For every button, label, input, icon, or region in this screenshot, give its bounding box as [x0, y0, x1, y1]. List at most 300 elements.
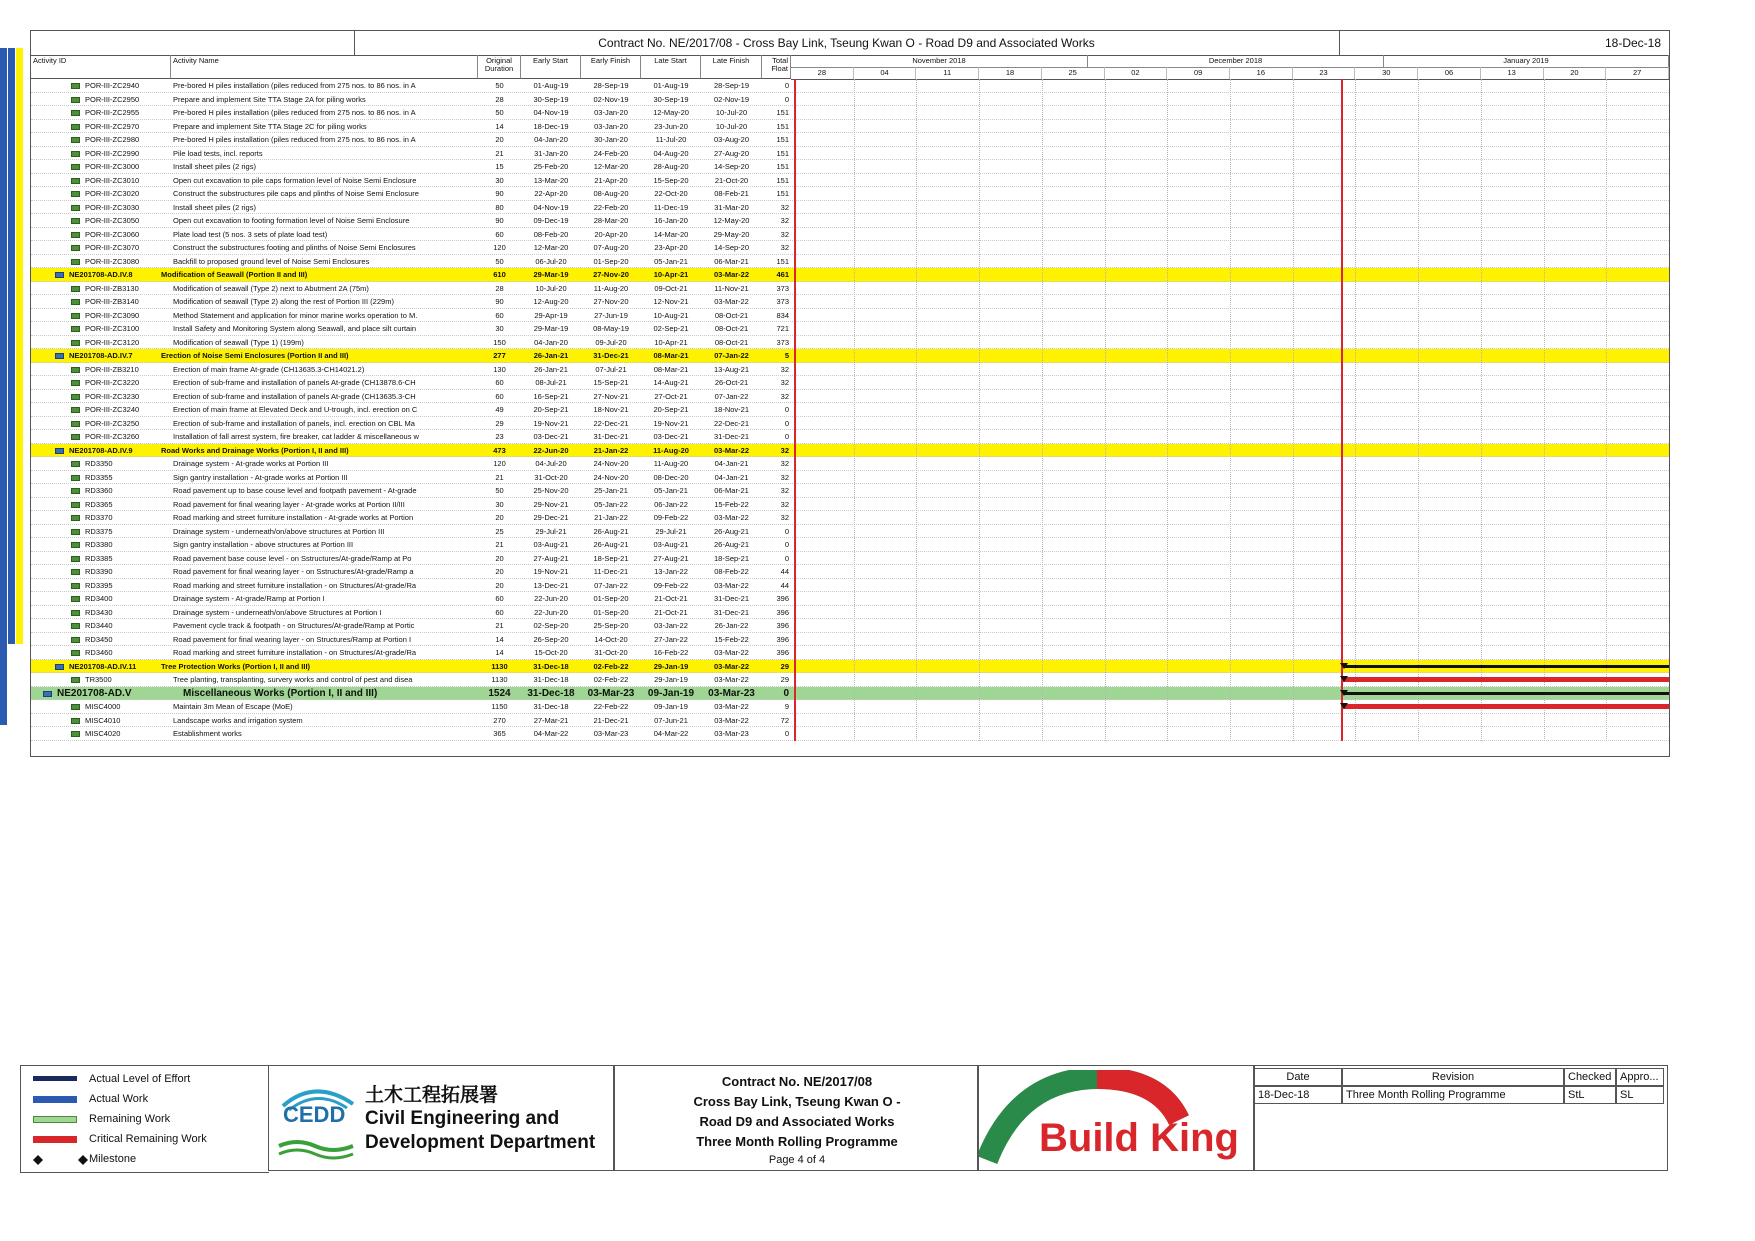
cell-tf: 32: [780, 216, 789, 225]
cell-tf: 32: [780, 486, 789, 495]
cedd-name-line2: Development Department: [365, 1132, 596, 1153]
col-early-finish: Early Finish: [581, 55, 641, 79]
contractor-name: Build King: [1039, 1116, 1239, 1160]
cell-ef: 20-Apr-20: [594, 229, 628, 239]
cell-ls: 11-Jul-20: [655, 135, 687, 144]
cell-ef: 27-Nov-21: [593, 391, 629, 401]
cell-ef: 03-Jan-20: [594, 108, 628, 117]
cell-ef: 01-Sep-20: [593, 594, 629, 603]
cell-ls: 19-Nov-21: [653, 418, 689, 428]
cell-id: POR-III-ZC2970: [85, 121, 140, 131]
activity-icon: [71, 434, 80, 440]
cell-name: Modification of Seawall (Portion II and III): [161, 270, 308, 279]
cell-name: Drainage system - At-grade/Ramp at Portion I: [173, 594, 325, 603]
activity-icon: [71, 556, 80, 562]
cell-lf: 07-Jan-22: [714, 351, 749, 360]
cell-lf: 03-Mar-22: [714, 648, 749, 657]
cell-tf: 461: [776, 270, 789, 279]
bar-start-marker-icon: [1340, 703, 1348, 709]
cell-ls: 13-Jan-22: [654, 567, 688, 576]
cell-lf: 18-Sep-21: [713, 553, 750, 563]
rev-approved: SL: [1616, 1086, 1664, 1104]
cell-es: 31-Dec-18: [533, 675, 569, 684]
cell-ls: 08-Dec-20: [653, 472, 689, 482]
cell-ls: 29-Jan-19: [653, 661, 689, 671]
cell-name: Road pavement up to base couse level and footpath pavement - At-grade: [173, 486, 417, 495]
activity-icon: [71, 502, 80, 508]
cell-dur: 21: [495, 540, 504, 549]
cell-ef: 21-Apr-20: [594, 175, 628, 185]
week-label: 04: [854, 67, 917, 79]
contract-title: Contract No. NE/2017/08 - Cross Bay Link, Tseung Kwan O - Road D9 and Associated Works: [354, 31, 1340, 55]
cell-ef: 24-Nov-20: [593, 459, 629, 468]
cell-tf: 32: [780, 513, 789, 522]
week-label: 02: [1105, 67, 1168, 79]
cell-es: 29-Mar-19: [533, 270, 569, 279]
cell-name: Road pavement for final wearing layer - At-grade works at Portion II/III: [173, 499, 405, 509]
cell-ef: 27-Nov-20: [593, 297, 629, 306]
cell-lf: 27-Aug-20: [713, 148, 750, 158]
cell-lf: 03-Mar-22: [714, 702, 749, 711]
month-label: January 2019: [1384, 55, 1669, 67]
cell-id: RD3360: [85, 486, 113, 495]
cell-es: 04-Jul-20: [535, 459, 567, 468]
cell-id: POR-III-ZB3130: [85, 283, 139, 293]
activity-icon: [71, 488, 80, 494]
cell-dur: 1150: [491, 702, 508, 711]
cell-ls: 15-Sep-20: [653, 175, 689, 185]
activity-icon: [71, 650, 80, 656]
cell-es: 22-Jun-20: [533, 445, 569, 455]
critical-activity-bar[interactable]: [1343, 677, 1669, 682]
cell-lf: 07-Jan-22: [714, 391, 749, 401]
cell-ef: 07-Aug-20: [593, 243, 629, 252]
cell-ef: 02-Feb-22: [593, 675, 629, 684]
cell-ls: 14-Mar-20: [653, 229, 689, 239]
cell-name: Road marking and street furniture installation - on Structures/At-grade/Ra: [173, 648, 417, 657]
cell-ef: 21-Jan-22: [593, 445, 629, 455]
schedule-frame: [30, 30, 1670, 757]
cell-dur: 1130: [491, 661, 508, 671]
cell-ls: 29-Jul-21: [655, 526, 687, 536]
cell-lf: 28-Sep-19: [713, 81, 750, 90]
cell-tf: 721: [776, 324, 789, 333]
bar-start-marker-icon: [1340, 676, 1348, 682]
cell-lf: 03-Aug-20: [713, 135, 750, 144]
cell-name: Erection of sub-frame and installation of panels, incl. erection on CBL Ma: [173, 418, 415, 428]
cell-dur: 277: [493, 351, 506, 360]
week-label: 23: [1293, 67, 1356, 79]
cell-tf: 151: [776, 189, 789, 198]
col-original-duration: Original Duration: [478, 55, 521, 79]
cell-dur: 90: [495, 216, 504, 225]
cell-ef: 09-Jul-20: [595, 337, 627, 347]
cell-lf: 03-Mar-23: [714, 729, 749, 738]
cell-dur: 30: [495, 324, 504, 333]
gantt-chart-area: [791, 79, 1669, 756]
cell-dur: 90: [495, 189, 504, 198]
cell-id: POR-III-ZC3080: [85, 256, 140, 266]
cell-dur: 20: [495, 513, 504, 522]
week-gridline: [854, 79, 855, 741]
cell-tf: 151: [776, 108, 789, 117]
summary-bar[interactable]: [1343, 692, 1669, 695]
cell-ef: 03-Mar-23: [593, 729, 629, 738]
cell-id: POR-III-ZC3050: [85, 216, 140, 225]
cell-dur: 21: [495, 148, 504, 158]
cell-ef: 08-May-19: [593, 324, 629, 333]
cell-ls: 08-Mar-21: [653, 364, 689, 374]
rev-description: Three Month Rolling Programme: [1342, 1086, 1564, 1104]
cell-id: RD3440: [85, 621, 113, 630]
cell-ef: 01-Sep-20: [593, 607, 629, 617]
cell-lf: 03-Mar-22: [714, 715, 749, 725]
cell-name: Sign gantry installation - above structures at Portion III: [173, 540, 354, 549]
cell-tf: 32: [780, 229, 789, 239]
cell-dur: 20: [495, 567, 504, 576]
cell-ef: 11-Dec-21: [593, 567, 629, 576]
cell-dur: 50: [495, 81, 504, 90]
cell-es: 01-Aug-19: [533, 81, 569, 90]
cell-tf: 0: [783, 687, 789, 699]
activity-icon: [71, 286, 80, 292]
rev-checked: StL: [1564, 1086, 1616, 1104]
cell-name: Road pavement for final wearing layer - on Structures/Ramp at Portion I: [173, 634, 412, 644]
cell-name: Prepare and implement Site TTA Stage 2C for piling works: [173, 121, 367, 131]
cell-es: 16-Sep-21: [533, 391, 569, 401]
title-left-blank: [31, 31, 355, 55]
week-label: 20: [1544, 67, 1607, 79]
cell-id: POR-III-ZC3120: [85, 337, 140, 347]
cell-name: Construct the substructures pile caps and plinths of Noise Semi Enclosure: [173, 189, 419, 198]
week-label: 09: [1167, 67, 1230, 79]
cell-ef: 18-Sep-21: [593, 553, 629, 563]
cell-name: Road marking and street furniture installation - on Structures/At-grade/Ra: [173, 580, 417, 590]
week-label: 16: [1230, 67, 1293, 79]
cell-name: Install sheet piles (2 rigs): [173, 202, 256, 212]
cell-tf: 32: [780, 472, 789, 482]
cell-es: 25-Feb-20: [533, 162, 569, 171]
cell-ef: 22-Feb-22: [593, 702, 629, 711]
cell-dur: 60: [495, 229, 504, 239]
cell-id: POR-III-ZC3230: [85, 391, 140, 401]
cell-es: 26-Jan-21: [533, 351, 569, 360]
activity-icon: [71, 515, 80, 521]
wbs-folder-icon: [55, 664, 64, 670]
cell-id: POR-III-ZC3060: [85, 229, 140, 239]
cell-ef: 03-Jan-20: [594, 121, 628, 131]
cell-ls: 01-Aug-19: [653, 81, 689, 90]
cell-es: 19-Nov-21: [533, 567, 569, 576]
cell-dur: 150: [493, 337, 506, 347]
cell-ls: 05-Jan-21: [654, 486, 688, 495]
cell-ls: 09-Feb-22: [653, 580, 689, 590]
week-gridline: [1481, 79, 1482, 741]
cell-dur: 23: [495, 432, 504, 441]
cell-ef: 14-Oct-20: [594, 634, 628, 644]
cell-tf: 32: [780, 243, 789, 252]
cell-dur: 130: [493, 364, 506, 374]
cell-lf: 31-Dec-21: [713, 607, 750, 617]
cell-dur: 21: [495, 621, 504, 630]
activity-icon: [71, 191, 80, 197]
cell-dur: 21: [495, 472, 504, 482]
cell-lf: 18-Nov-21: [713, 405, 750, 414]
wbs-level1-bar: [0, 48, 7, 725]
cell-ef: 31-Oct-20: [594, 648, 628, 657]
cell-name: Construct the substructures footing and plinths of Noise Semi Enclosures: [173, 243, 416, 252]
cell-lf: 06-Mar-21: [714, 256, 749, 266]
cell-name: Erection of main frame at Elevated Deck and U-trough, incl. erection on C: [173, 405, 418, 414]
cell-name: Plate load test (5 nos. 3 sets of plate load test): [173, 229, 328, 239]
cell-ls: 04-Aug-20: [653, 148, 689, 158]
week-gridline: [916, 79, 917, 741]
cell-id: NE201708-AD.IV.11: [69, 661, 137, 671]
cell-lf: 31-Mar-20: [714, 202, 749, 212]
footer-programme: Three Month Rolling Programme: [696, 1134, 898, 1149]
cell-id: RD3460: [85, 648, 113, 657]
cell-dur: 365: [493, 729, 506, 738]
legend-swatch-critical-work: [33, 1136, 77, 1143]
cell-id: NE201708-AD.IV.8: [69, 270, 133, 279]
cell-id: POR-III-ZC3260: [85, 432, 140, 441]
cedd-name-line1: Civil Engineering and: [365, 1108, 560, 1129]
cell-id: POR-III-ZC2990: [85, 148, 140, 158]
activity-icon: [71, 151, 80, 157]
week-label: 27: [1606, 67, 1669, 79]
cell-lf: 03-Mar-23: [708, 687, 755, 699]
cell-tf: 373: [776, 337, 789, 347]
rev-date: 18-Dec-18: [1254, 1086, 1342, 1104]
cell-lf: 08-Oct-21: [714, 324, 749, 333]
contractor-logo-block: [978, 1065, 1254, 1171]
cell-dur: 15: [495, 162, 504, 171]
week-label: 18: [979, 67, 1042, 79]
cell-tf: 396: [776, 634, 789, 644]
cell-es: 12-Mar-20: [533, 243, 569, 252]
cell-dur: 14: [495, 121, 504, 131]
cell-name: Maintain 3m Mean of Escape (MoE): [173, 702, 293, 711]
cell-dur: 30: [495, 499, 504, 509]
activity-icon: [71, 299, 80, 305]
cell-tf: 396: [776, 607, 789, 617]
cell-dur: 1130: [491, 675, 508, 684]
cell-ef: 28-Mar-20: [593, 216, 629, 225]
cell-dur: 60: [495, 594, 504, 603]
cell-dur: 20: [495, 135, 504, 144]
cell-id: POR-III-ZC3240: [85, 405, 140, 414]
cell-tf: 29: [780, 675, 789, 684]
activity-icon: [71, 637, 80, 643]
cell-id: NE201708-AD.IV.9: [69, 445, 133, 455]
cell-name: Open cut excavation to footing formation level of Noise Semi Enclosure: [173, 216, 410, 225]
cell-ef: 02-Nov-19: [593, 94, 629, 104]
week-gridline: [1355, 79, 1356, 741]
cell-id: MISC4000: [85, 702, 121, 711]
cell-ls: 03-Dec-21: [653, 432, 689, 441]
col-activity-id: Activity ID: [31, 55, 171, 79]
cell-ls: 10-Apr-21: [654, 337, 688, 347]
cell-ls: 11-Aug-20: [653, 445, 689, 455]
cell-name: Method Statement and application for minor marine works operation to M.: [173, 310, 418, 320]
cell-lf: 03-Mar-22: [714, 513, 749, 522]
cell-lf: 26-Jan-22: [714, 621, 749, 630]
footer-page-number: Page 4 of 4: [768, 1154, 826, 1166]
cell-ls: 21-Oct-21: [654, 594, 688, 603]
cell-lf: 13-Aug-21: [713, 364, 750, 374]
cell-id: POR-III-ZC3030: [85, 202, 140, 212]
cell-ef: 25-Sep-20: [593, 621, 629, 630]
cell-lf: 03-Mar-22: [713, 661, 750, 671]
cell-ls: 10-Apr-21: [653, 270, 689, 279]
cell-ef: 01-Sep-20: [593, 256, 629, 266]
cell-ef: 02-Feb-22: [593, 661, 629, 671]
cell-ls: 12-Nov-21: [653, 297, 689, 306]
cell-lf: 12-May-20: [713, 216, 750, 225]
cell-lf: 08-Oct-21: [714, 337, 749, 347]
activity-icon: [71, 623, 80, 629]
cell-ef: 08-Aug-20: [593, 189, 629, 198]
activity-icon: [71, 731, 80, 737]
cell-id: POR-III-ZB3210: [85, 364, 139, 374]
cell-id: RD3390: [85, 567, 113, 576]
cell-lf: 11-Nov-21: [714, 283, 749, 293]
activity-icon: [71, 97, 80, 103]
cell-tf: 0: [784, 418, 789, 428]
rev-header-date: Date: [1254, 1068, 1342, 1086]
cell-tf: 32: [780, 364, 789, 374]
cell-lf: 14-Sep-20: [713, 243, 750, 252]
cell-es: 31-Dec-18: [527, 687, 575, 699]
activity-icon: [71, 110, 80, 116]
cell-ls: 04-Mar-22: [653, 729, 689, 738]
cell-name: Landscape works and irrigation system: [173, 715, 303, 725]
cell-id: POR-III-ZC2955: [85, 108, 140, 117]
critical-activity-bar[interactable]: [1343, 704, 1669, 709]
cell-tf: 396: [776, 621, 789, 630]
cell-ls: 30-Sep-19: [653, 94, 689, 104]
cell-ls: 07-Jun-21: [654, 715, 688, 725]
bar-start-marker-icon: [1340, 690, 1348, 696]
cell-ef: 25-Jan-21: [594, 486, 628, 495]
cell-ef: 31-Dec-21: [593, 432, 629, 441]
cell-name: Erection of main frame At-grade (CH13635.3-CH14021.2): [173, 364, 365, 374]
cell-dur: 14: [495, 634, 504, 644]
cell-tf: 396: [776, 594, 789, 603]
cell-ef: 27-Jun-19: [594, 310, 628, 320]
summary-bar[interactable]: [1343, 665, 1669, 668]
cell-es: 27-Aug-21: [533, 553, 569, 563]
footer-contract-name-2: Road D9 and Associated Works: [699, 1114, 895, 1129]
wbs-level3-bar: [16, 48, 23, 644]
activity-icon: [71, 596, 80, 602]
cell-lf: 03-Mar-22: [714, 580, 749, 590]
cell-tf: 0: [784, 405, 789, 414]
cell-es: 22-Apr-20: [534, 189, 568, 198]
cell-es: 20-Sep-21: [533, 405, 569, 414]
data-date-line: [1341, 79, 1343, 741]
cell-ls: 09-Jan-19: [647, 687, 695, 699]
cell-tf: 29: [780, 661, 789, 671]
activity-icon: [71, 475, 80, 481]
cell-name: Install sheet piles (2 rigs): [173, 162, 256, 171]
cell-es: 29-Mar-19: [533, 324, 569, 333]
cell-name: Drainage system - At-grade works at Portion III: [173, 459, 329, 468]
cell-es: 22-Jun-20: [534, 607, 568, 617]
cell-tf: 151: [776, 175, 789, 185]
cell-lf: 02-Nov-19: [713, 94, 750, 104]
cell-id: POR-III-ZB3140: [85, 297, 139, 306]
cell-id: POR-III-ZC3100: [85, 324, 140, 333]
cell-ls: 20-Sep-21: [653, 405, 689, 414]
cell-es: 29-Apr-19: [534, 310, 568, 320]
rev-header-revision: Revision: [1342, 1068, 1564, 1086]
cell-tf: 32: [780, 391, 789, 401]
cell-id: RD3395: [85, 580, 113, 590]
cell-dur: 90: [495, 297, 504, 306]
week-label: 06: [1418, 67, 1481, 79]
cell-dur: 80: [495, 202, 504, 212]
cell-lf: 03-Mar-22: [713, 445, 750, 455]
cell-dur: 28: [495, 94, 504, 104]
cell-ef: 26-Aug-21: [593, 526, 629, 536]
cell-dur: 14: [495, 648, 504, 657]
footer-contract-name-1: Cross Bay Link, Tseung Kwan O -: [693, 1094, 901, 1109]
cell-dur: 30: [495, 175, 504, 185]
cell-lf: 29-May-20: [713, 229, 750, 239]
cell-es: 03-Dec-21: [533, 432, 569, 441]
cell-ef: 31-Dec-21: [593, 351, 629, 360]
col-total-float: Total Float: [762, 55, 791, 79]
cell-es: 19-Nov-21: [533, 418, 569, 428]
week-label: 28: [791, 67, 854, 79]
col-early-start: Early Start: [521, 55, 581, 79]
cell-dur: 60: [495, 310, 504, 320]
cell-tf: 151: [776, 121, 789, 131]
cell-ls: 29-Jan-19: [654, 675, 688, 684]
cell-es: 06-Jul-20: [535, 256, 567, 266]
cell-tf: 373: [776, 283, 789, 293]
cell-ls: 09-Jan-19: [654, 702, 688, 711]
activity-icon: [71, 718, 80, 724]
cell-ef: 26-Aug-21: [593, 540, 629, 549]
cell-name: Tree Protection Works (Portion I, II and III): [161, 661, 311, 671]
cell-id: POR-III-ZC3250: [85, 418, 140, 428]
month-label: December 2018: [1088, 55, 1384, 67]
week-gridline: [1544, 79, 1545, 741]
cell-ls: 06-Jan-22: [654, 499, 688, 509]
activity-icon: [71, 313, 80, 319]
cell-tf: 0: [784, 729, 789, 738]
cell-id: RD3430: [85, 607, 113, 617]
cell-ef: 24-Feb-20: [593, 148, 629, 158]
week-gridline: [1042, 79, 1043, 741]
cell-es: 09-Dec-19: [533, 216, 569, 225]
cell-lf: 08-Feb-21: [714, 189, 749, 198]
cell-lf: 04-Jan-21: [714, 459, 749, 468]
cell-name: Installation of fall arrest system, fire breaker, cat ladder & miscellaneous w: [173, 432, 419, 441]
cell-ls: 09-Oct-21: [654, 283, 688, 293]
cell-es: 31-Oct-20: [534, 472, 568, 482]
week-label: 30: [1355, 67, 1418, 79]
cell-id: RD3450: [85, 634, 113, 644]
cell-id: RD3355: [85, 472, 113, 482]
week-label: 13: [1481, 67, 1544, 79]
cell-ef: 07-Jan-22: [594, 580, 628, 590]
activity-icon: [71, 137, 80, 143]
cell-tf: 44: [780, 580, 789, 590]
cell-name: Install Safety and Monitoring System along Seawall, and place silt curtain: [173, 324, 417, 333]
